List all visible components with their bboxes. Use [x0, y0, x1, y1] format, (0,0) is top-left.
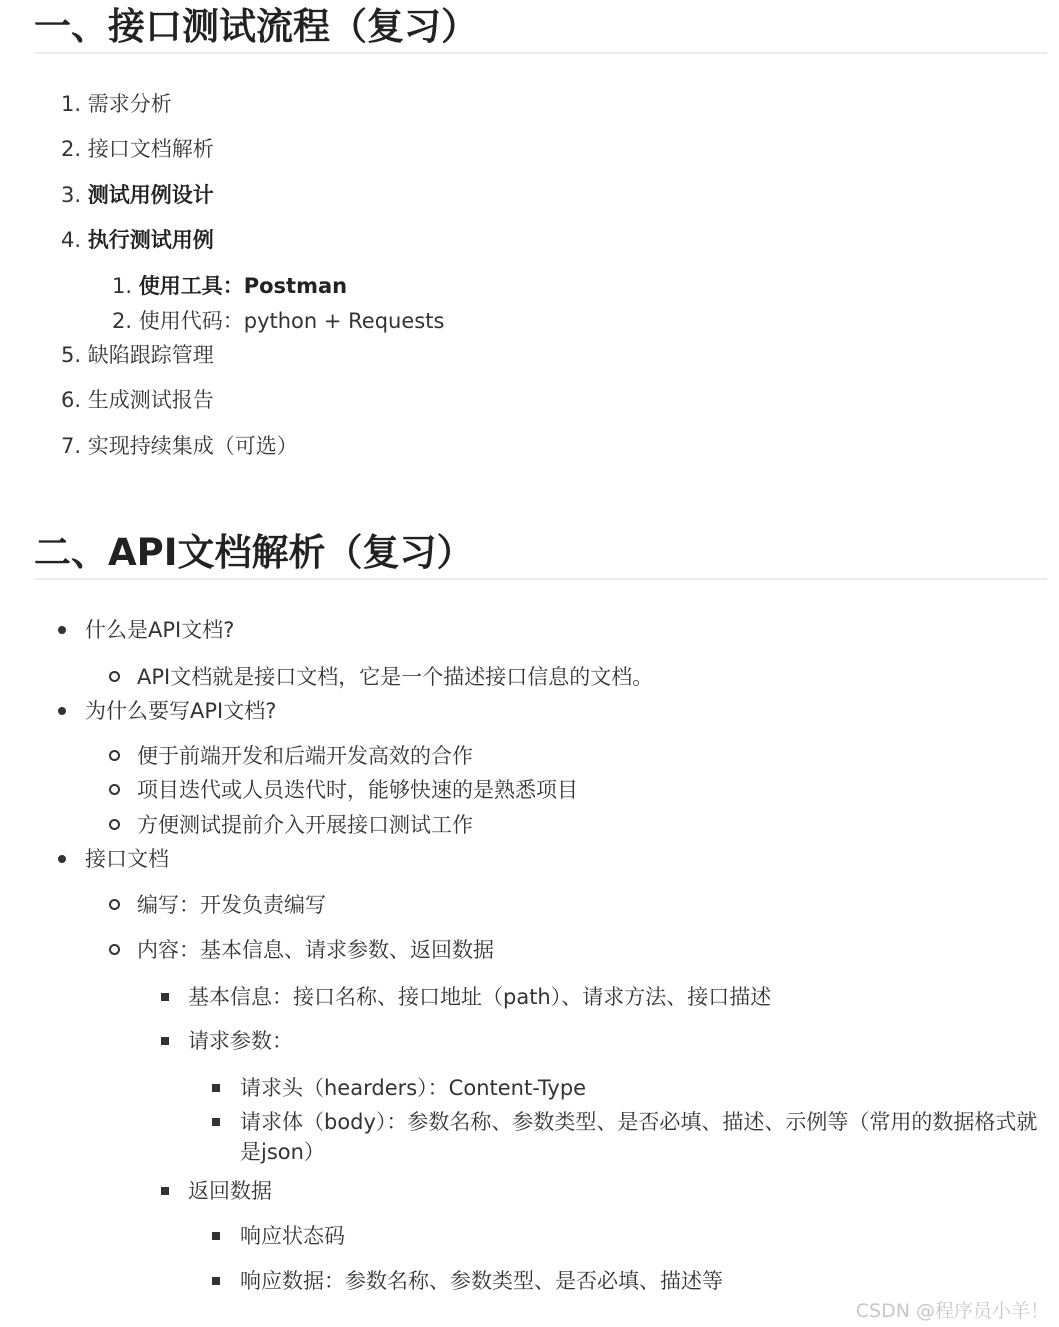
bullet-disc: [58, 707, 66, 715]
list-item: [61, 431, 298, 461]
list-value: python + Requests: [243, 309, 445, 333]
section-2-heading: 二、API文档解析（复习）: [34, 528, 1047, 580]
bullet-item: 接口文档: [85, 847, 169, 871]
bullet-item: 方便测试提前介入开展接口测试工作: [137, 813, 473, 837]
bullet-item: 基本信息：接口名称、接口地址（path）、请求方法、接口描述: [188, 985, 772, 1009]
bullet-item: 项目迭代或人员迭代时，能够快速的是熟悉项目: [137, 778, 578, 802]
bullet-circle: [109, 784, 120, 795]
list-item: [61, 385, 214, 415]
list-number: 6.: [61, 388, 82, 412]
bullet-square: [161, 1187, 169, 1195]
list-number: 1.: [61, 92, 82, 116]
bullet-item: API文档就是接口文档，它是一个描述接口信息的文档。: [137, 665, 654, 689]
bullet-item: 请求头（hearders）：Content-Type: [240, 1076, 587, 1100]
list-item: [61, 134, 214, 164]
bullet-square: [212, 1232, 220, 1240]
bullet-circle: [109, 819, 120, 830]
bullet-item: 响应数据：参数名称、参数类型、是否必填、描述等: [240, 1269, 723, 1293]
bullet-circle: [109, 671, 120, 682]
bullet-item: 响应状态码: [240, 1224, 345, 1248]
list-number: 1.: [112, 274, 133, 298]
bullet-circle: [109, 750, 120, 761]
sub-list-item: [112, 306, 444, 336]
bullet-item: 请求体（body）：参数名称、参数类型、是否必填、描述、示例等（常用的数据格式就是json）: [240, 1110, 1038, 1164]
bullet-circle: [109, 899, 120, 910]
bullet-item: 什么是API文档?: [85, 618, 235, 642]
list-text: 执行测试用例: [87, 228, 214, 252]
sub-list-item: [112, 271, 347, 301]
list-text: 测试用例设计: [87, 183, 214, 207]
list-item: [61, 225, 214, 255]
bullet-item: 内容：基本信息、请求参数、返回数据: [137, 938, 494, 962]
list-text: 需求分析: [87, 92, 172, 116]
list-label: 使用代码：: [138, 309, 244, 333]
list-number: 5.: [61, 343, 82, 367]
list-item: [61, 180, 214, 210]
list-text: 生成测试报告: [87, 388, 214, 412]
bullet-square: [161, 1037, 169, 1045]
bullet-circle: [109, 944, 120, 955]
list-number: 3.: [61, 183, 82, 207]
list-text: 缺陷跟踪管理: [87, 343, 214, 367]
watermark: CSDN @程序员小羊！: [855, 1300, 1049, 1322]
bullet-item: 为什么要写API文档?: [85, 699, 277, 723]
bullet-square: [161, 993, 169, 1001]
bullet-disc: [58, 626, 66, 634]
list-number: 2.: [112, 309, 133, 333]
list-item: [61, 340, 214, 370]
list-text: 实现持续集成（可选）: [87, 434, 298, 458]
list-text: 接口文档解析: [87, 137, 214, 161]
list-number: 4.: [61, 228, 82, 252]
list-label: 使用工具：: [138, 274, 244, 298]
bullet-item: 编写：开发负责编写: [137, 893, 326, 917]
bullet-square: [212, 1084, 220, 1092]
bullet-square: [212, 1118, 220, 1126]
list-value: Postman: [243, 274, 348, 298]
bullet-item: 返回数据: [188, 1179, 272, 1203]
section-1-heading: 一、接口测试流程（复习）: [34, 2, 1047, 54]
bullet-item: 便于前端开发和后端开发高效的合作: [137, 744, 473, 768]
bullet-square: [212, 1277, 220, 1285]
list-number: 7.: [61, 434, 82, 458]
list-number: 2.: [61, 137, 82, 161]
bullet-item: 请求参数：: [188, 1029, 293, 1053]
bullet-disc: [58, 855, 66, 863]
list-item: [61, 89, 172, 119]
